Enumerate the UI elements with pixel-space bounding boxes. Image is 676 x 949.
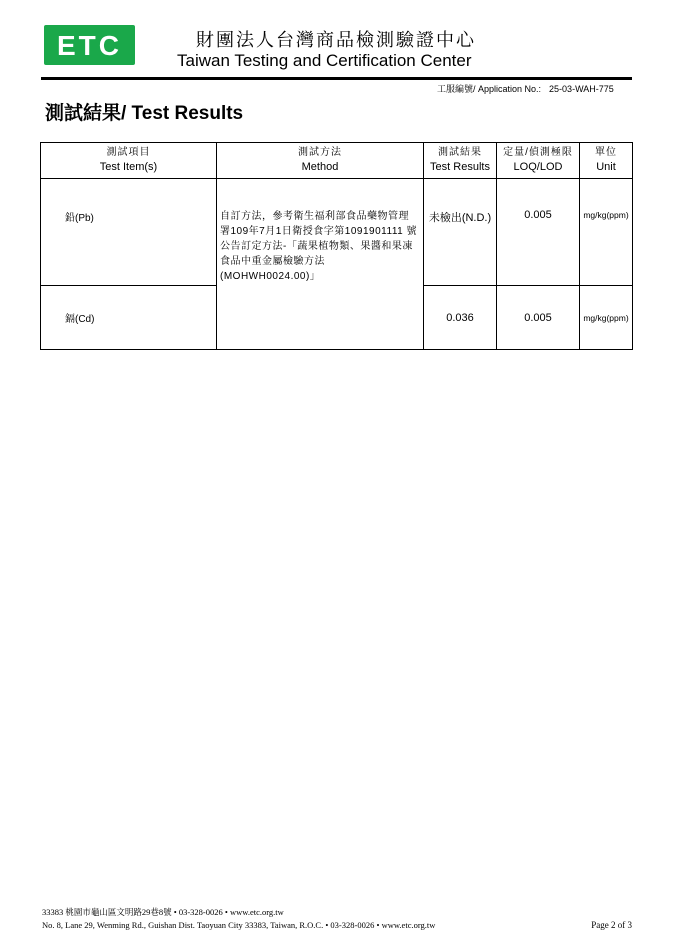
table-row [41,179,633,286]
column-header-en: LOQ/LOD [513,161,563,173]
test-item-cell: 鎘(Cd) [41,286,217,350]
column-header-loq-lod [497,143,580,179]
footer-address-zh: 33383 桃園市龜山區文明路29巷8號 • 03-328-0026 • www.etc.org.tw [42,907,284,917]
column-header-test-results [424,143,497,179]
column-header-en: Method [301,161,339,173]
section-title: 測試結果/ Test Results [45,103,244,124]
column-header-unit [580,143,633,179]
application-value: 25-03-WAH-775 [549,84,614,94]
column-header-test-item [41,143,217,179]
column-header-method [217,143,424,179]
test-result-cell: 未檢出(N.D.) [424,179,497,286]
test-item-cell: 鉛(Pb) [41,179,217,286]
loq-lod-cell: 0.005 [497,286,580,350]
etc-logo-graphic [44,25,135,65]
column-header-en: Test Item(s) [99,161,158,173]
table-header-row [41,143,633,179]
column-header-zh: 單位 [595,147,617,158]
column-header-zh: 測試結果 [438,147,482,158]
column-header-zh: 測試方法 [298,147,342,158]
org-name-chinese: 財團法人台灣商品檢測驗證中心 [196,30,476,51]
unit-cell: mg/kg(ppm) [580,286,633,350]
etc-logo [44,25,135,65]
column-header-zh: 測試項目 [106,147,151,158]
header-divider [41,77,632,80]
org-name-english: Taiwan Testing and Certification Center [177,51,472,70]
loq-lod-cell: 0.005 [497,179,580,286]
application-label: 工服編號/ Application No.: [437,84,542,94]
page-number: Page 2 of 3 [591,920,632,930]
test-result-cell: 0.036 [424,286,497,350]
footer-address-en: No. 8, Lane 29, Wenming Rd., Guishan Dist. Taoyuan City 33383, Taiwan, R.O.C. • 03-328-0026 • www.etc.org.tw [42,920,436,930]
application-number [437,82,614,95]
column-header-zh: 定量/偵測極限 [503,147,573,158]
unit-cell: mg/kg(ppm) [580,179,633,286]
logo-text: ETC [57,30,122,61]
column-header-en: Unit [596,161,616,173]
test-results-table [40,142,633,350]
method-cell: 自訂方法，參考衛生福利部食品藥物管理署109年7月1日衛授食字第1091901111 號公告訂定方法-「蔬果植物類、果醬和果凍食品中重金屬檢驗方法(MOHWH0024.00)」 [217,179,424,350]
column-header-en: Test Results [430,161,490,173]
